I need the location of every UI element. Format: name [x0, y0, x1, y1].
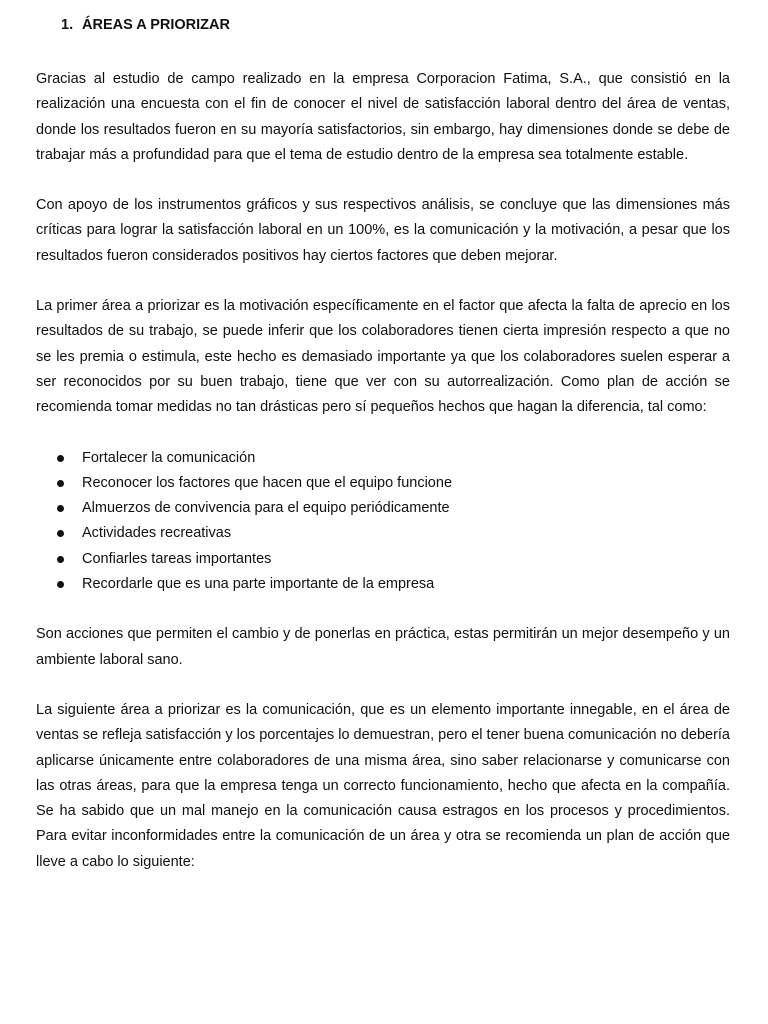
bullet-icon: [57, 505, 64, 512]
bullet-icon: [57, 480, 64, 487]
list-item: Recordarle que es una parte importante de la empresa: [36, 572, 730, 597]
section-heading: [36, 15, 730, 35]
paragraph-communication: La siguiente área a priorizar es la comunicación, que es un elemento importante innegable, en el área de ventas se refleja satisfacción y los porcentajes lo demuestran, pero el tener buena comunicación no debería aplicarse únicamente entre colaboradores de una misma área, sino saber relacionarse y comunicarse con las otras áreas, para que la empresa tenga un correcto funcionamiento, hecho que afecta en la compañía. Se ha sabido que un mal manejo en la comunicación causa estragos en los procesos y procedimientos. Para evitar inconformidades entre la comunicación de un área y otra se recomienda un plan de acción que lleve a cabo lo siguiente:: [36, 701, 730, 870]
section-title: ÁREAS A PRIORIZAR: [82, 17, 230, 33]
paragraph-conclusion: Con apoyo de los instrumentos gráficos y sus respectivos análisis, se concluye que las dimensiones más críticas para lograr la satisfacción laboral en un 100%, es la comunicación y la motivación, a pesar que los resultados fueron considerados positivos hay ciertos factores que deben mejorar.: [36, 197, 730, 264]
bullet-icon: [57, 556, 64, 563]
action-list: [36, 446, 730, 598]
paragraph-actions-summary: Son acciones que permiten el cambio y de ponerlas en práctica, estas permitirán un mejor desempeño y un ambiente laboral sano.: [36, 626, 730, 668]
list-item: Confiarles tareas importantes: [36, 547, 730, 572]
list-item: Almuerzos de convivencia para el equipo periódicamente: [36, 496, 730, 521]
bullet-icon: [57, 455, 64, 462]
bullet-icon: [57, 530, 64, 537]
bullet-icon: [57, 581, 64, 588]
document-page: [36, 15, 730, 900]
paragraph-intro: Gracias al estudio de campo realizado en la empresa Corporacion Fatima, S.A., que consistió en la realización una encuesta con el fin de conocer el nivel de satisfacción laboral dentro del área de ventas, donde los resultados fueron en su mayoría satisfactorios, sin embargo, hay dimensiones donde se debe de trabajar más a profundidad para que el tema de estudio dentro de la empresa sea totalmente estable.: [36, 71, 730, 163]
paragraph-motivation: La primer área a priorizar es la motivación específicamente en el factor que afecta la falta de aprecio en los resultados de su trabajo, se puede inferir que los colaboradores tienen cierta impresión respecto a que no se les premia o estimula, este hecho es demasiado importante ya que los colaboradores suelen esperar a ser reconocidos por su buen trabajo, tiene que ver con su autorrealización. Como plan de acción se recomienda tomar medidas no tan drásticas pero sí pequeños hechos que hagan la diferencia, tal como:: [36, 298, 730, 416]
list-item: Actividades recreativas: [36, 521, 730, 546]
list-item: Fortalecer la comunicación: [36, 446, 730, 471]
section-number: 1.: [61, 17, 74, 33]
list-item: Reconocer los factores que hacen que el equipo funcione: [36, 471, 730, 496]
